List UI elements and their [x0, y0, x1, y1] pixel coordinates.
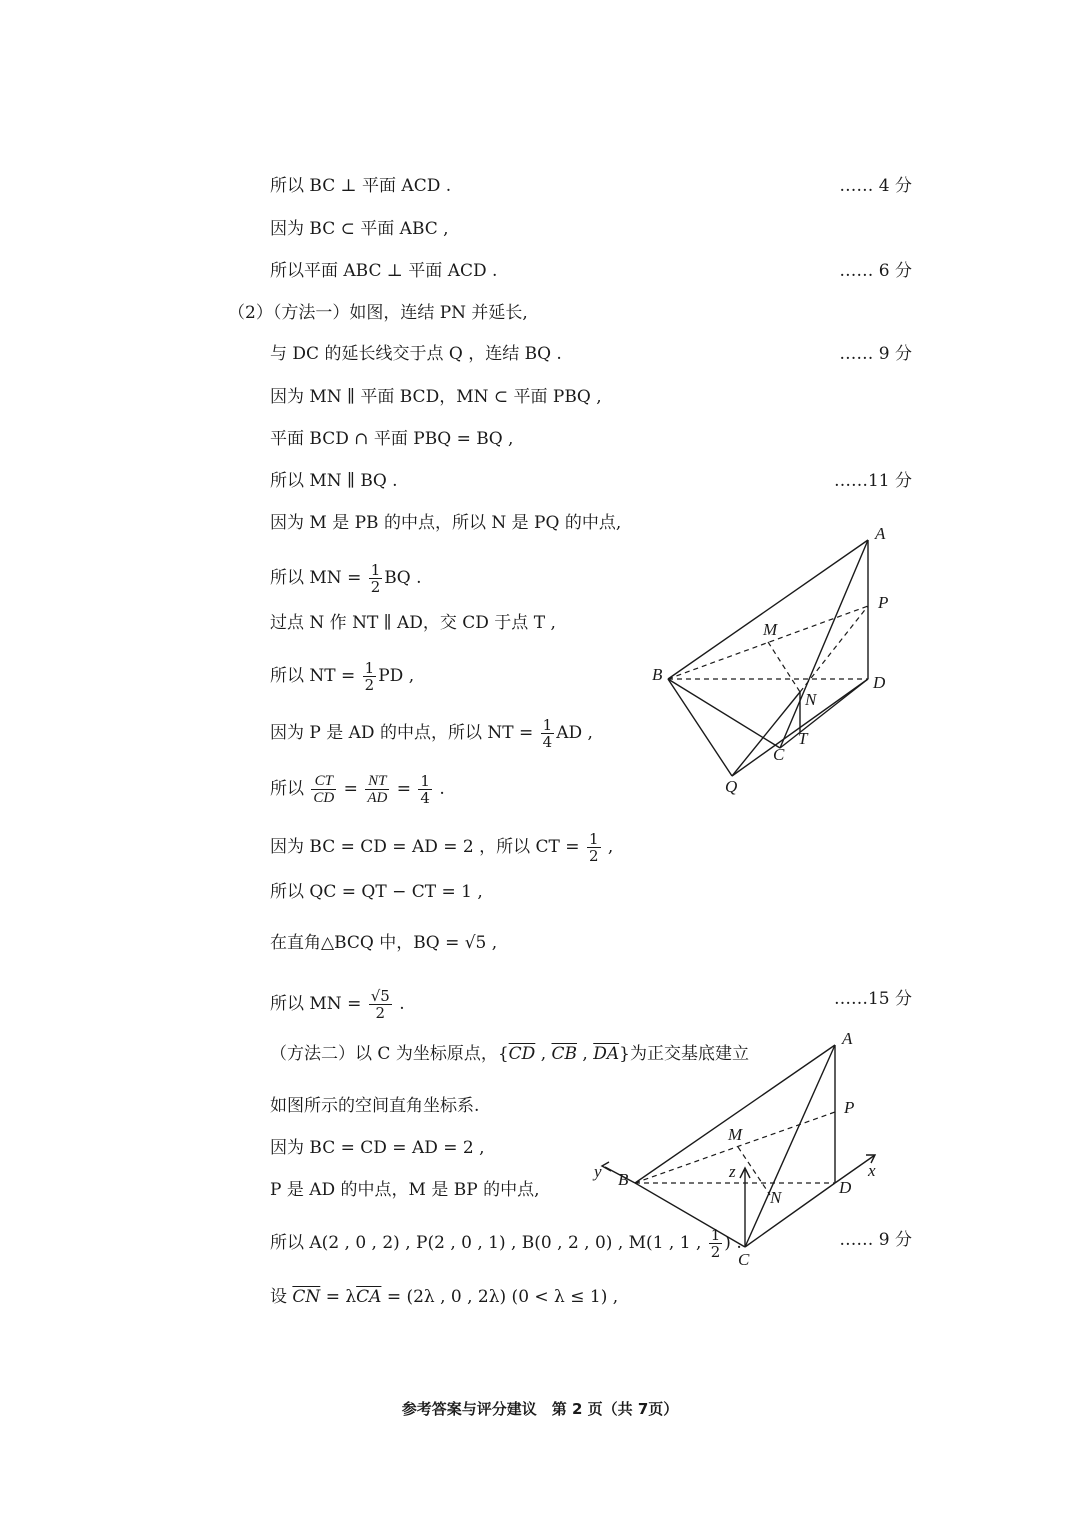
- line-5: 与 DC 的延长线交于点 Q ，连结 BQ .: [270, 344, 562, 364]
- label-A: A: [875, 524, 886, 543]
- axis-y-arrow: [602, 1162, 611, 1171]
- line-1: 所以 BC ⊥ 平面 ACD .: [270, 176, 452, 196]
- label-D: D: [839, 1178, 852, 1197]
- line-16: 所以 QC = QT − CT = 1 ,: [270, 882, 483, 902]
- label-P: P: [844, 1098, 855, 1117]
- score-4: …… 4 分: [839, 176, 912, 196]
- label-M: M: [763, 620, 778, 639]
- line-24: 设 $\overline{CN} = \lambda\overline{CA} = (2\lambda$ , 0 , 2λ) (0 < λ ≤ 1) ,: [270, 1287, 619, 1307]
- line-10: 所以 MN = $\frac{1}{2}$ BQ .: [270, 561, 422, 596]
- line-14: 所以 $\frac{CT}{CD}$ = $\frac{NT}{AD}$ = $\frac{1}{4}$ .: [270, 772, 445, 807]
- line-3: 所以平面 ABC ⊥ 平面 ACD .: [270, 261, 498, 281]
- edge-BQ: [668, 679, 732, 776]
- label-D: D: [873, 673, 886, 692]
- line-8: 所以 MN ∥ BQ .: [270, 471, 398, 491]
- label-Q: Q: [725, 777, 738, 796]
- label-N: N: [770, 1188, 782, 1207]
- fraction: $\frac{1}{2}$: [710, 1226, 721, 1261]
- line-9: 因为 M 是 PB 的中点，所以 N 是 PQ 的中点,: [270, 513, 622, 533]
- label-P: P: [878, 593, 889, 612]
- label-C: C: [773, 745, 785, 764]
- label-B: B: [652, 665, 663, 684]
- line-15: 因为 BC = CD = AD = 2 ，所以 CT = $\frac{1}{2}$ ,: [270, 830, 614, 865]
- line-11: 过点 N 作 NT ∥ AD，交 CD 于点 T ,: [270, 613, 556, 633]
- line-13: 因为 P 是 AD 的中点，所以 NT = $\frac{1}{4}$ AD ,: [270, 716, 593, 751]
- fraction: $\frac{√5}{2}$: [370, 987, 390, 1022]
- fraction: $\frac{1}{2}$: [364, 659, 375, 694]
- line-18: 所以 MN = $\frac{√5}{2}$ .: [270, 987, 405, 1022]
- line-17: 在直角△BCQ 中，BQ = √5 ,: [270, 933, 498, 953]
- line-7: 平面 BCD ∩ 平面 PBQ = BQ ,: [270, 429, 514, 449]
- line-19: （方法二）以 C 为坐标原点，{$\overline{CD}$ , $\overline{CB}$ , $\overline{DA}$}为正交基底建立: [270, 1044, 749, 1064]
- edge-CD: [780, 679, 868, 748]
- label-A: A: [842, 1029, 853, 1048]
- label-B: B: [618, 1170, 629, 1189]
- fraction: $\frac{1}{4}$: [420, 772, 430, 807]
- label-N: N: [805, 690, 817, 709]
- line-23: 所以 A(2 , 0 , 2) , P(2 , 0 , 1) , B(0 , 2 , 0) , M(1 , 1 , $\frac{1}{2}$ ) .: [270, 1226, 742, 1261]
- score-11: ……11 分: [833, 471, 912, 491]
- label-M: M: [728, 1125, 743, 1144]
- line-6: 因为 MN ∥ 平面 BCD，MN ⊂ 平面 PBQ ,: [270, 387, 602, 407]
- label-x: x: [868, 1161, 876, 1180]
- edge-BC: [635, 1183, 745, 1247]
- fraction: $\frac{CT}{CD}$: [313, 773, 335, 806]
- score-15: ……15 分: [833, 989, 912, 1009]
- line-20: 如图所示的空间直角坐标系.: [270, 1096, 480, 1116]
- label-C: C: [738, 1250, 750, 1269]
- line-2: 因为 BC ⊂ 平面 ABC ,: [270, 219, 449, 239]
- fraction: $\frac{1}{4}$: [542, 716, 553, 751]
- page-footer: 参考答案与评分建议 第 2 页（共 7页）: [401, 1400, 679, 1418]
- label-z: z: [729, 1162, 736, 1181]
- edge-MN: [768, 642, 800, 692]
- fraction: $\frac{1}{2}$: [370, 561, 381, 596]
- score-9b: …… 9 分: [839, 1230, 912, 1250]
- label-y: y: [594, 1162, 602, 1181]
- fraction: $\frac{NT}{AD}$: [367, 773, 388, 806]
- label-T: T: [798, 729, 808, 748]
- line-4: （2）（方法一）如图，连结 PN 并延长,: [228, 303, 528, 323]
- score-9a: …… 9 分: [839, 344, 912, 364]
- fraction: $\frac{1}{2}$: [588, 830, 599, 865]
- line-22: P 是 AD 的中点，M 是 BP 的中点,: [270, 1180, 540, 1200]
- score-6: …… 6 分: [839, 261, 912, 281]
- line-12: 所以 NT = $\frac{1}{2}$ PD ,: [270, 659, 415, 694]
- geometry-figure-2: [590, 1025, 890, 1275]
- line-21: 因为 BC = CD = AD = 2 ,: [270, 1138, 485, 1158]
- geometry-figure-1: [640, 520, 910, 800]
